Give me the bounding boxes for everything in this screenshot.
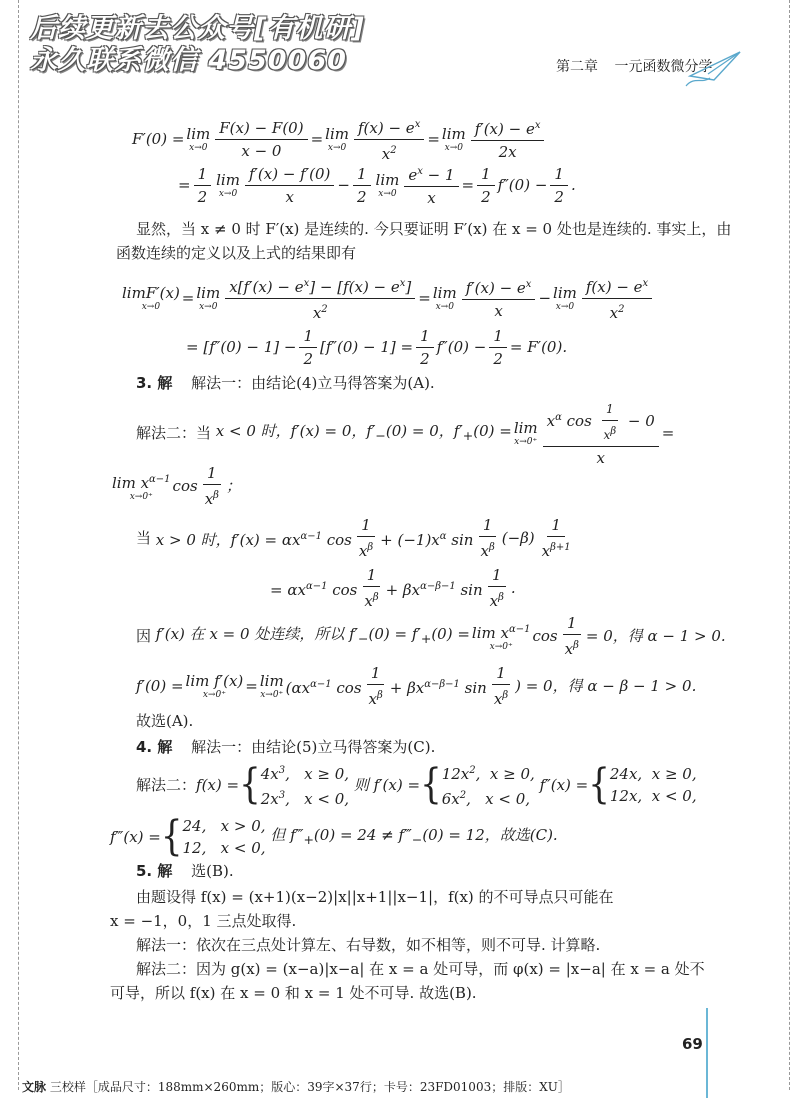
watermark-line-1: 后续更新去公众号[有机研]	[30, 13, 365, 44]
section-5-paragraph-3: 解法一：依次在三点处计算左、右导数，如不相等，则不可导. 计算略.	[136, 936, 601, 954]
equation-2b: = [f″(0) − 1] − $\frac{1}{2}$ [f″(0) − 1] = $\frac{1}{2}$ f″(0) − $\frac{1}{2}$ = F′(0).	[186, 326, 568, 368]
right-margin-guide	[789, 0, 790, 1090]
section-3-method-1: 解法一：由结论(4)立马得答案为(A).	[191, 374, 435, 392]
footer-info: 三校样［成品尺寸：188mm×260mm；版心：39字×37行；卡号：23FD01003；排版：XU］	[49, 1080, 570, 1094]
section-5-heading: 5. 解	[136, 862, 173, 880]
section-3-method-2-b: $\lim x^{\alpha-1}$ x→0⁺ cos $\frac{1}{x^\beta}$ ；	[112, 464, 241, 508]
paragraph-1b: 函数连续的定义以及上式的结果即有	[116, 244, 357, 262]
section-3-method-2-d: = $\alpha x^{\alpha-1}$ cos $\frac{1}{x^\beta}$ + $\beta x^{\alpha-\beta-1}$ sin $\frac{1}{x^\beta}$ .	[270, 566, 516, 610]
footer-brand: 文脉	[22, 1080, 47, 1094]
section-5-paragraph-4: 解法二：因为 g(x) = (x−a)|x−a| 在 x = a 处可导，而 φ(x) = |x−a| 在 x = a 处不	[136, 960, 705, 978]
section-3-method-2-c: 当 x > 0 时，$f'(x) = \alpha x^{\alpha-1}$ cos $\frac{1}{x^\beta}$ + $(-1)x^\alpha$ sin $\frac{1}{x^\beta}$ (−β) $\frac{1}{x^{\beta+1}}$	[136, 516, 571, 560]
equation-1b: = $\frac{1}{2}$ lim x→0 $\frac{f'(x) - f'(0)}{x}$ − $\frac{1}{2}$ lim x→0 $\frac{e^x - 1}{x}$ = $\frac{1}{2}$ f″(0) − $\frac{1}{2}$ .	[178, 164, 576, 207]
section-3-conclusion: 故选(A).	[136, 712, 194, 730]
section-5-line	[136, 862, 234, 880]
page-number: 69	[682, 1035, 703, 1053]
chapter-title: 一元函数微分学	[614, 59, 713, 75]
section-3-line	[136, 374, 435, 392]
paper-plane-icon	[684, 46, 742, 88]
watermark-line-2: 永久联系微信 4550060	[30, 45, 347, 76]
section-5-paragraph-5: 可导，所以 f(x) 在 x = 0 和 x = 1 处不可导. 故选(B).	[110, 984, 477, 1002]
section-3-method-2-e: 因 f′(x) 在 x = 0 处连续，所以 $f'_-(0) = f'_+(0)$ = $\lim x^{\alpha-1}$ x→0⁺ cos $\frac{1}{x^\beta}$ = 0，得 α − 1 > 0.	[136, 614, 726, 658]
section-5-paragraph-2: x = −1，0，1 三点处取得.	[110, 912, 297, 930]
page-number-bar	[706, 1008, 708, 1098]
section-3-heading: 3. 解	[136, 374, 173, 392]
section-5-paragraph-1: 由题设得 f(x) = (x+1)(x−2)|x||x+1||x−1|，f(x) 的不可导点只可能在	[136, 888, 614, 906]
section-4-method-2-b: f‴(x) = { 24, x > 0, 12, x < 0, 但 $f‴_+(0) = 24$ ≠ $f‴_-(0) = 12$，故选(C).	[110, 813, 558, 861]
section-4-method-1: 解法一：由结论(5)立马得答案为(C).	[191, 738, 436, 756]
section-3-method-2-f: f′(0) = lim f′(x) x→0⁺ = lim x→0⁺ ($\alpha x^{\alpha-1}$ cos $\frac{1}{x^\beta}$ + $\beta x^{\alpha-\beta-1}$ sin $\frac{1}{x^\beta}$ ) = 0，得 α − β − 1 > 0.	[136, 664, 697, 708]
equation-2a: limF′(x) x→0 = lim x→0 $\frac{x[f'(x) - e^x] - [f(x) - e^x]}{x^2}$ = lim x→0 $\frac{f'(x) - e^x}{x}$ − lim x→0 $\frac{f(x) - e^x}{x^2}$	[120, 274, 655, 322]
section-5-answer: 选(B).	[191, 862, 234, 880]
equation-1a: F′(0) = lim x→0 $\frac{F(x) - F(0)}{x - 0}$ = lim x→0 $\frac{f(x) - e^x}{x^2}$ = lim x→0 $\frac{f'(x) - e^x}{2x}$	[132, 116, 547, 162]
section-4-line	[136, 738, 435, 756]
left-margin-guide	[18, 0, 19, 1090]
print-footer	[22, 1078, 570, 1095]
chapter-label: 第二章	[556, 59, 598, 75]
paragraph-1: 显然，当 x ≠ 0 时 F′(x) 是连续的. 今只要证明 F′(x) 在 x = 0 处也是连续的. 事实上，由	[136, 220, 732, 238]
section-3-method-2-a: 解法二：当 x < 0 时，f′(x) = 0，$f'_-(0) = 0$，$f'_+(0)$ = lim x→0⁺ $x^\alpha$ cos $\frac{1}{x^\beta}$ − 0 x =	[136, 401, 675, 467]
section-4-heading: 4. 解	[136, 738, 173, 756]
section-4-method-2-a: 解法二： f(x) = { $4x^3$, x ≥ 0, $2x^3$, x < 0, 则 f′(x) = { $12x^2$, x ≥ 0, $6x^2$, x < 0, f″(x) = { 24x, x ≥ 0, 12x, x < 0,	[136, 761, 697, 809]
